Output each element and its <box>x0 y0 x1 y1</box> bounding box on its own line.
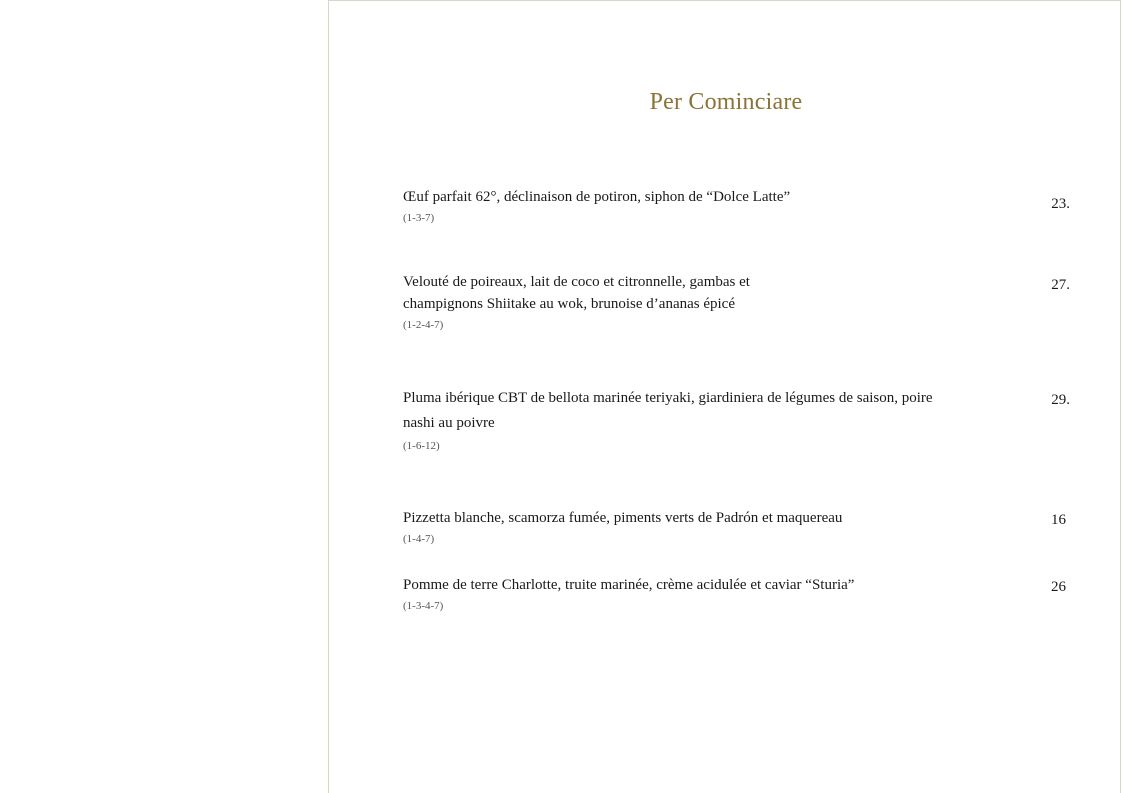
dish-allergens: (1-2-4-7) <box>403 319 444 331</box>
dish-name: Velouté de poireaux, lait de coco et citronnelle, gambas et champignons Shiitake au wok, brunoise d’ananas épicé <box>403 274 750 312</box>
dish-price: 26 <box>1051 579 1066 595</box>
section-title: Per Cominciare <box>649 89 803 115</box>
dish-price: 16 <box>1051 512 1066 528</box>
menu-item <box>403 507 1063 546</box>
menu-item <box>403 386 963 453</box>
dish-allergens: (1-3-7) <box>403 212 435 224</box>
dish-allergens: (1-4-7) <box>403 533 435 545</box>
dish-allergens: (1-3-4-7) <box>403 600 444 612</box>
dish-name: Pomme de terre Charlotte, truite marinée, crème acidulée et caviar “Sturia” <box>403 577 855 593</box>
dish-name: Pizzetta blanche, scamorza fumée, piments verts de Padrón et maquereau <box>403 510 843 526</box>
dish-name: Pluma ibérique CBT de bellota marinée teriyaki, giardiniera de légumes de saison, poire nashi au poivre <box>403 390 933 431</box>
dish-price: 27. <box>1051 277 1070 293</box>
dish-allergens: (1-6-12) <box>403 440 440 452</box>
menu-page <box>328 0 1121 793</box>
dish-price: 23. <box>1051 196 1070 212</box>
dish-price: 29. <box>1051 392 1070 408</box>
menu-item <box>403 574 1063 613</box>
dish-name: Œuf parfait 62°, déclinaison de potiron, siphon de “Dolce Latte” <box>403 189 791 205</box>
menu-item <box>403 271 803 332</box>
menu-item <box>403 186 1063 225</box>
